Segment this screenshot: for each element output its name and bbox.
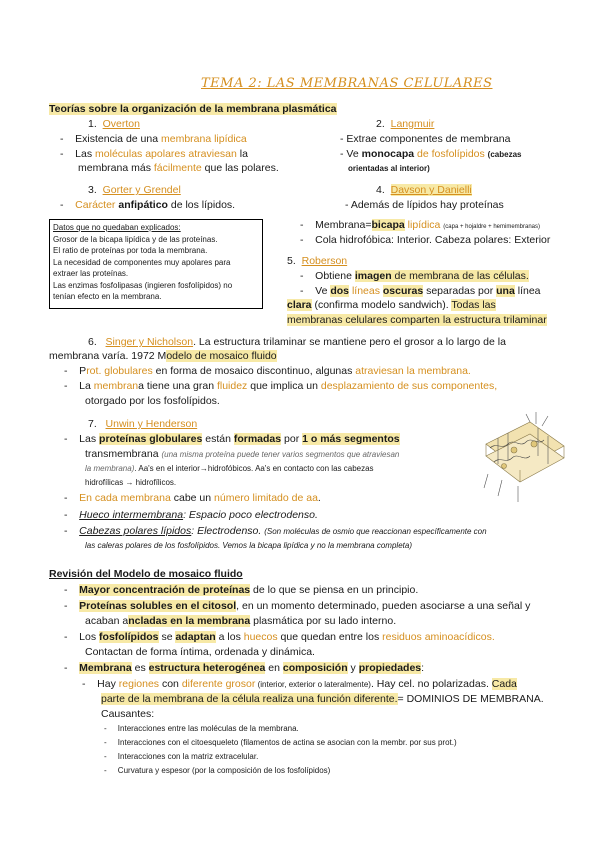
roberson-heading: 5. Roberson <box>287 255 348 267</box>
roberson-bullet-2-cont2: membranas celulares comparten la estructura trilaminar <box>287 314 547 326</box>
box-line-5: extraer las proteínas. <box>53 269 129 278</box>
rev-bullet-3-cont: Contactan de forma íntima, ordenada y dinámica. <box>85 646 315 658</box>
overton-heading: 1. Overton <box>88 118 140 130</box>
section-heading-revision: Revisión del Modelo de mosaico fluido <box>49 568 243 580</box>
unwin-bullet-1-cont2: la membrana). Aa's en el interior→hidrofóbicos. Aa's en contacto con las cabezas <box>85 464 374 473</box>
gorter-bullet-1: - Carácter anfipático de los lípidos. <box>60 199 236 211</box>
box-line-3: El ratio de proteínas por toda la membrana. <box>53 246 208 255</box>
unwin-bullet-4: - Cabezas polares lípidos: Electrodenso. (Son moléculas de osmio que reaccionan específicamente con <box>64 525 487 537</box>
singer-bullet-2: - La membrana tiene una gran fluidez que implica un desplazamiento de sus componentes, <box>64 380 498 392</box>
rev-bullet-1: - Mayor concentración de proteínas de lo que se piensa en un principio. <box>64 584 419 596</box>
rev-sub-bullet-1-causantes: Causantes: <box>101 708 155 720</box>
langmuir-bullet-2: - Ve monocapa de fosfolípidos (cabezas <box>340 148 522 160</box>
rev-sub-bullet-1-cont: parte de la membrana de la célula realiza una función diferente.= DOMINIOS DE MEMBRANA. <box>101 693 544 705</box>
unwin-bullet-1-cont: transmembrana (una misma proteína puede tener varios segmentos que atraviesan <box>85 448 400 460</box>
davson-bullet-1: - Membrana=bicapa lipídica (capa + hojaldre + hemimembranas) <box>300 219 541 231</box>
overton-bullet-1: - Existencia de una membrana lipídica <box>60 133 247 145</box>
unwin-bullet-2: - En cada membrana cabe un número limitado de aa. <box>64 492 321 504</box>
roberson-bullet-1: - Obtiene imagen de membrana de las células. <box>300 270 529 282</box>
rev-sub-bullet-1: - Hay regiones con diferente grosor (interior, exterior o lateralmente). Hay cel. no polarizadas. Cada <box>82 678 517 690</box>
singer-heading: 6. Singer y Nicholson. La estructura trilaminar se mantiene pero el grosor a lo largo de la <box>88 336 506 348</box>
langmuir-heading: 2. Langmuir <box>376 118 435 130</box>
causante-1: - Interacciones entre las moléculas de la membrana. <box>104 724 299 733</box>
box-line-1: Datos que no quedaban explicados: <box>53 223 181 232</box>
box-line-4: La necesidad de componentes muy apolares para <box>53 257 231 267</box>
box-line-6: Las enzimas fosfolipasas (ingieren fosfolípidos) no <box>53 280 233 290</box>
unwin-bullet-1-cont3: hidrofílicas → hidrofílicos. <box>85 478 177 487</box>
davson-bullet-2: - Cola hidrofóbica: Interior. Cabeza polares: Exterior <box>300 234 551 246</box>
langmuir-bullet-2-cont: orientadas al interior) <box>348 164 430 173</box>
membrane-diagram-illustration <box>478 404 570 508</box>
causante-4: - Curvatura y espesor (por la composición de los fosfolípidos) <box>104 766 331 775</box>
davson-heading: 4. Davson y Danielli <box>376 184 472 196</box>
box-line-2: Grosor de la bicapa lipídica y de las proteínas. <box>53 234 218 244</box>
langmuir-bullet-1: - Extrae componentes de membrana <box>340 133 511 145</box>
rev-bullet-3: - Los fosfolípidos se adaptan a los huecos que quedan entre los residuos aminoacídicos. <box>64 631 495 643</box>
overton-bullet-2: - Las moléculas apolares atraviesan la <box>60 148 248 160</box>
roberson-bullet-2: - Ve dos líneas oscuras separadas por una línea <box>300 285 541 297</box>
causante-3: - Interacciones con la matriz extracelular. <box>104 752 259 761</box>
davson-bullet-0: - Además de lípidos hay proteínas <box>345 199 504 211</box>
page-title: TEMA 2: LAS MEMBRANAS CELULARES <box>201 76 493 91</box>
unwin-bullet-3: - Hueco intermembrana: Espacio poco electrodenso. <box>64 509 318 521</box>
singer-bullet-1: - Prot. globulares en forma de mosaico discontinuo, algunas atraviesan la membrana. <box>64 365 471 377</box>
rev-bullet-4: - Membrana es estructura heterogénea en composición y propiedades: <box>64 662 425 674</box>
causante-2: - Interacciones con el citoesqueleto (filamentos de actina se asocian con la membr. por sus prot.) <box>104 738 457 747</box>
rev-bullet-2-cont: acaban ancladas en la membrana plasmática por su lado interno. <box>85 615 397 627</box>
unexplained-data-box <box>49 219 263 309</box>
singer-bullet-2-cont: otorgado por los fosfolípidos. <box>85 395 220 407</box>
unwin-heading: 7. Unwin y Henderson <box>88 418 198 430</box>
singer-line-2: membrana varía. 1972 Modelo de mosaico fluido <box>49 350 277 362</box>
section-heading-teorias: Teorías sobre la organización de la membrana plasmática <box>49 103 337 115</box>
roberson-bullet-2-cont: clara (confirma modelo sandwich). Todas las <box>287 299 496 311</box>
unwin-bullet-4-cont: las caleras polares de los fosfolípidos. Vemos la bicapa lipídica y no la membrana completa) <box>85 541 412 550</box>
unwin-bullet-1: - Las proteínas globulares están formadas por 1 o más segmentos <box>64 433 400 445</box>
box-line-7: tenían efecto en la membrana. <box>53 292 162 301</box>
overton-bullet-2-cont: membrana más fácilmente que las polares. <box>78 162 279 174</box>
rev-bullet-2: - Proteínas solubles en el citosol, en un momento determinado, pueden asociarse a una señal y <box>64 600 531 612</box>
gorter-heading: 3. Gorter y Grendel <box>88 184 181 196</box>
